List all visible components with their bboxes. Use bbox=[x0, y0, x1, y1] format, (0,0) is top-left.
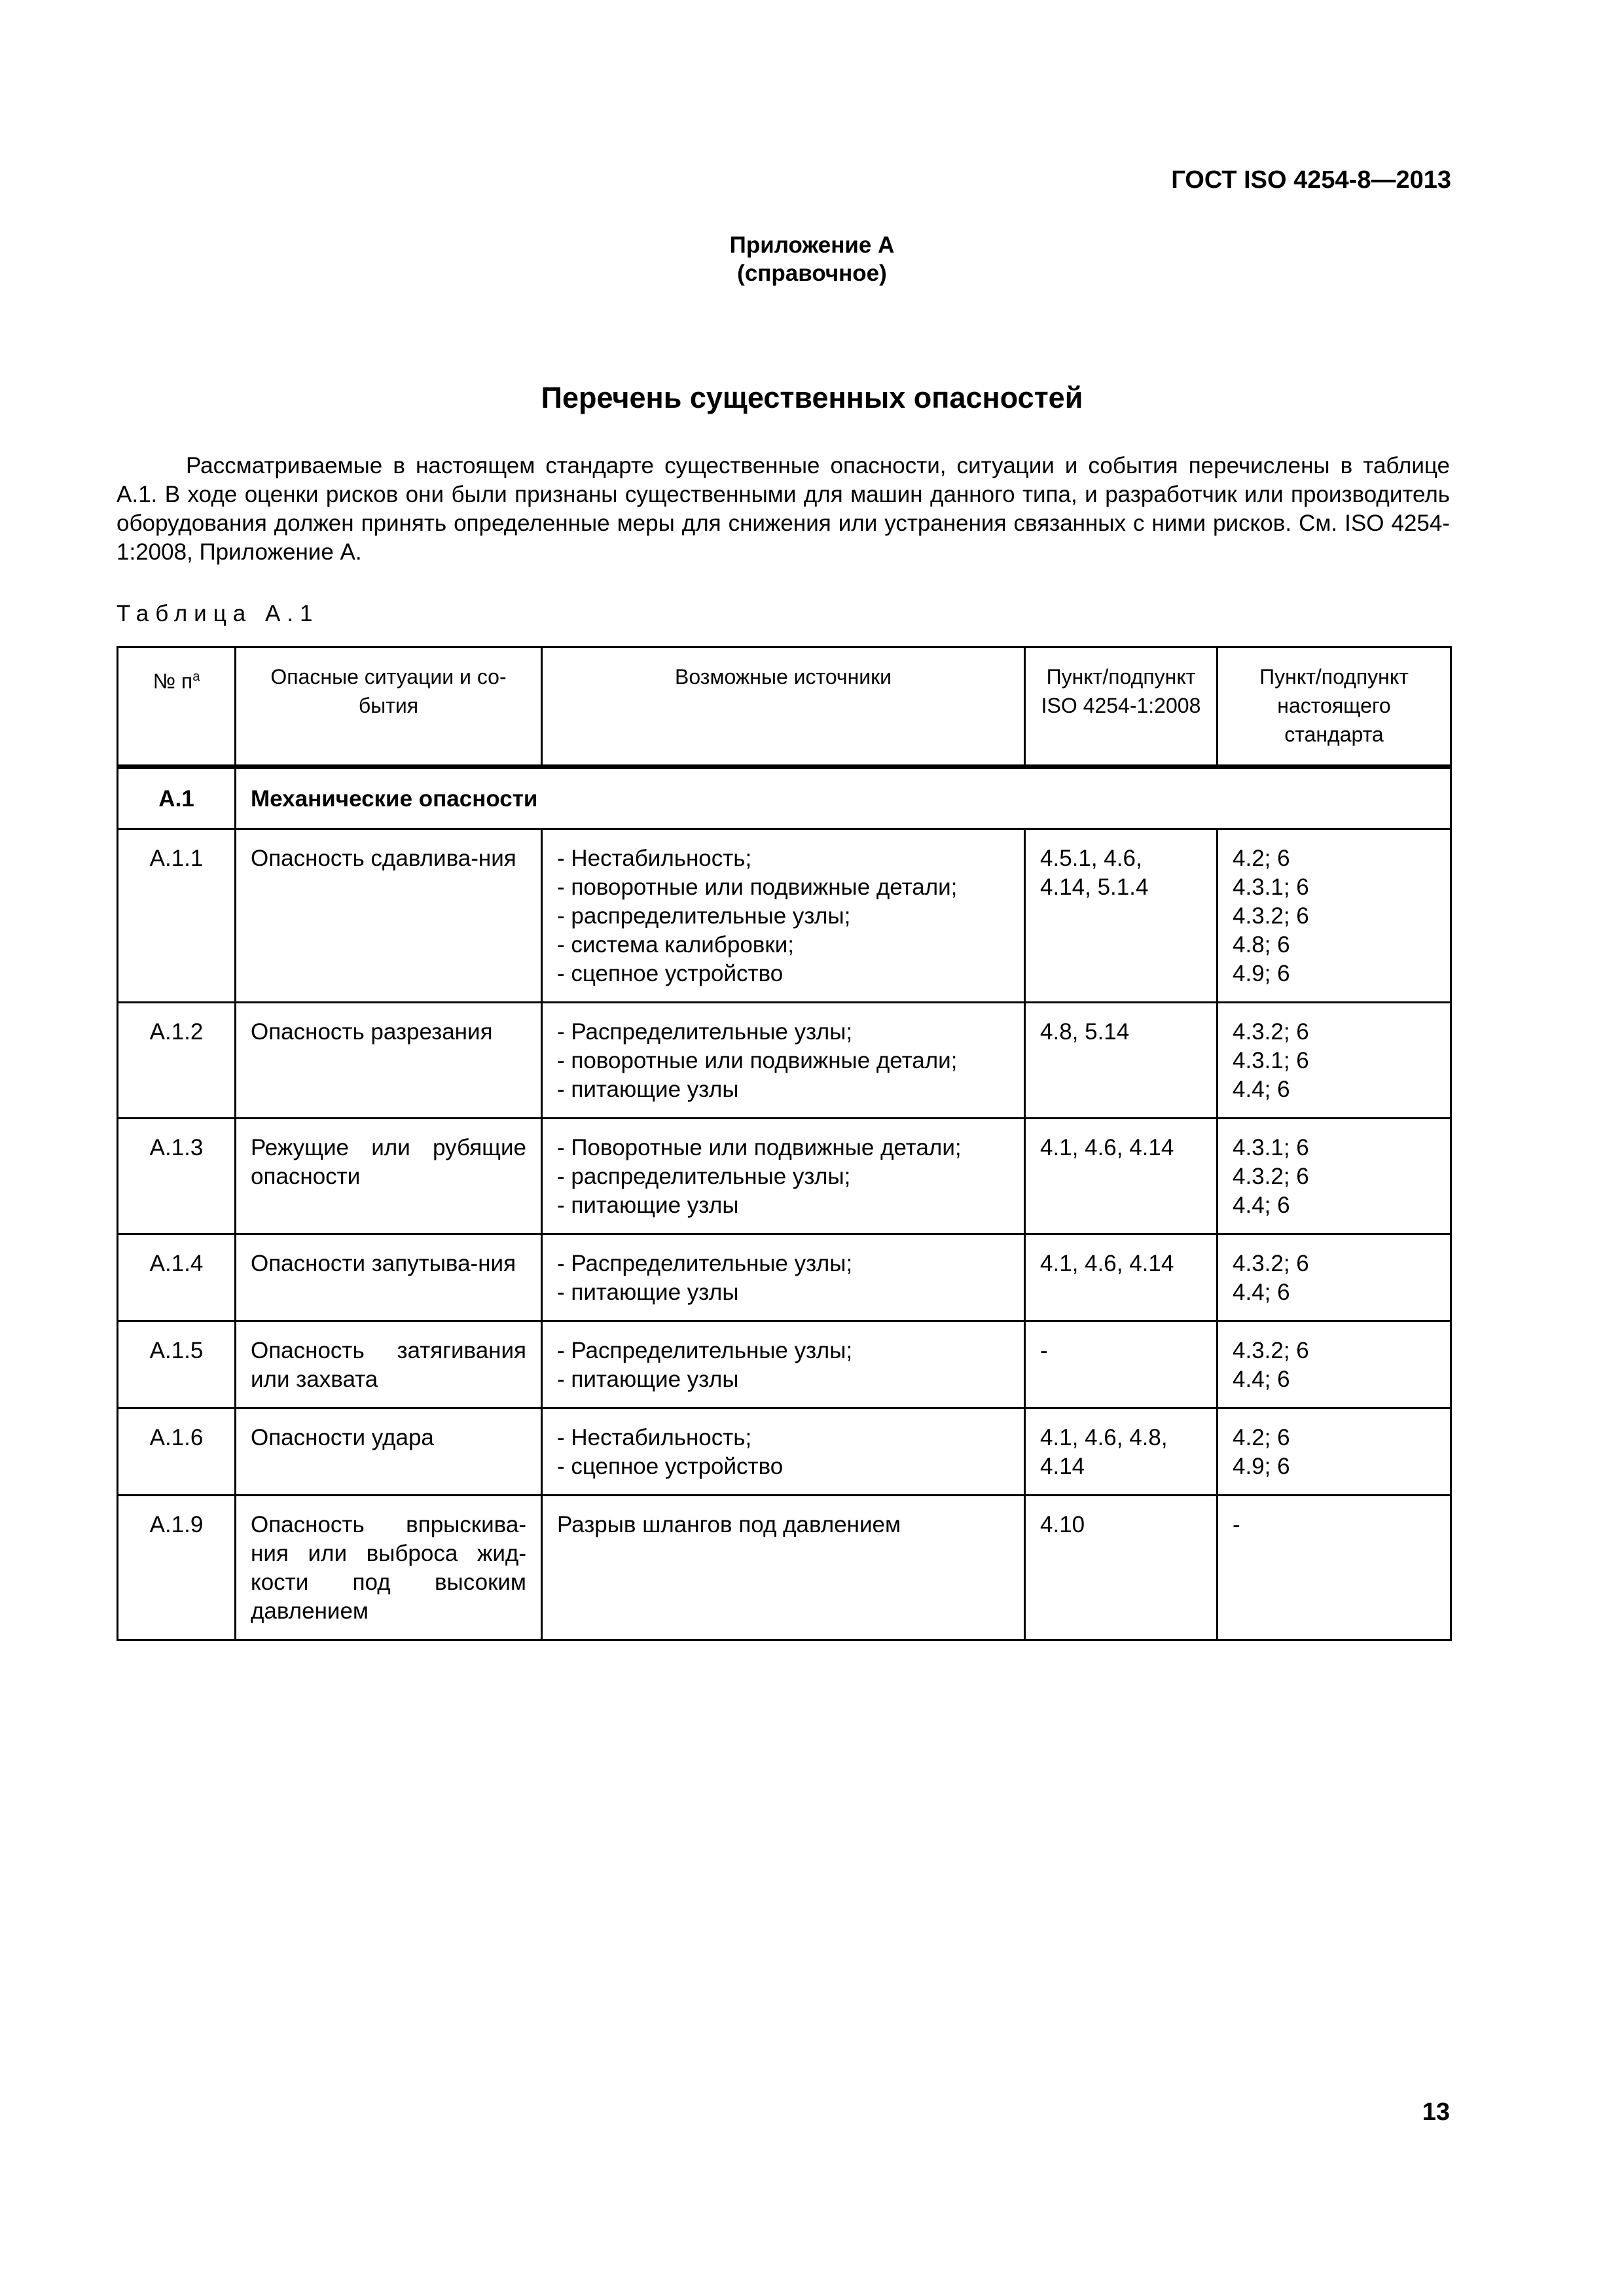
row-iso-clause-line: 4.5.1, 4.6, bbox=[1040, 846, 1142, 871]
row-iso-clause bbox=[1025, 1321, 1218, 1408]
row-this-clause-line: 4.2; 6 bbox=[1233, 1425, 1290, 1450]
section-title: Механические опасности bbox=[236, 767, 1451, 829]
row-iso-clause bbox=[1025, 1408, 1218, 1496]
row-sources-line: - система калибровки; bbox=[557, 932, 794, 958]
row-iso-clause-line: 4.1, 4.6, 4.8, bbox=[1040, 1425, 1168, 1450]
annex-type: (справочное) bbox=[737, 260, 887, 286]
header-sources: Возможные источники bbox=[542, 647, 1025, 767]
row-num: А.1.1 bbox=[118, 829, 236, 1003]
row-this-clause-line: 4.4; 6 bbox=[1233, 1280, 1290, 1305]
document-code: ГОСТ ISO 4254-8—2013 bbox=[1171, 166, 1451, 194]
row-this-clause bbox=[1218, 1321, 1451, 1408]
row-iso-clause bbox=[1025, 1119, 1218, 1234]
row-situation: Опасность впрыскива-ния или выброса жид-кости под высоким давлением bbox=[236, 1496, 542, 1640]
row-sources bbox=[542, 1408, 1025, 1496]
row-iso-clause bbox=[1025, 1234, 1218, 1321]
row-iso-clause-line: 4.14, 5.1.4 bbox=[1040, 874, 1149, 900]
section-num: А.1 bbox=[118, 767, 236, 829]
row-num: А.1.5 bbox=[118, 1321, 236, 1408]
row-sources bbox=[542, 1234, 1025, 1321]
row-sources-line: - поворотные или подвижные детали; bbox=[557, 1048, 958, 1073]
row-sources-line: - распределительные узлы; bbox=[557, 903, 851, 929]
row-sources bbox=[542, 829, 1025, 1003]
row-this-clause-line: 4.3.2; 6 bbox=[1233, 1164, 1309, 1189]
row-sources bbox=[542, 1119, 1025, 1234]
row-iso-clause bbox=[1025, 829, 1218, 1003]
row-situation: Опасность затягивания или захвата bbox=[236, 1321, 542, 1408]
row-iso-clause bbox=[1025, 1496, 1218, 1640]
row-this-clause bbox=[1218, 829, 1451, 1003]
header-iso-clause: Пункт/подпункт ISO 4254-1:2008 bbox=[1025, 647, 1218, 767]
table-row bbox=[118, 1119, 1451, 1234]
table-header-row bbox=[118, 647, 1451, 767]
row-sources-line: - Поворотные или подвижные детали; bbox=[557, 1135, 962, 1160]
row-num: А.1.6 bbox=[118, 1408, 236, 1496]
row-this-clause-line: 4.4; 6 bbox=[1233, 1077, 1290, 1102]
row-this-clause-line: - bbox=[1233, 1512, 1240, 1537]
row-this-clause bbox=[1218, 1003, 1451, 1119]
page-number: 13 bbox=[1422, 2098, 1450, 2126]
row-this-clause-line: 4.2; 6 bbox=[1233, 846, 1290, 871]
row-this-clause bbox=[1218, 1408, 1451, 1496]
table-row bbox=[118, 1234, 1451, 1321]
row-situation: Опасности удара bbox=[236, 1408, 542, 1496]
row-num: А.1.9 bbox=[118, 1496, 236, 1640]
table-row bbox=[118, 1496, 1451, 1640]
row-sources-line: - Нестабильность; bbox=[557, 1425, 752, 1450]
row-this-clause bbox=[1218, 1234, 1451, 1321]
row-iso-clause-line: 4.14 bbox=[1040, 1454, 1085, 1479]
row-this-clause-line: 4.3.2; 6 bbox=[1233, 1019, 1309, 1045]
row-sources bbox=[542, 1003, 1025, 1119]
intro-paragraph: Рассматриваемые в настоящем стандарте существенные опасности, ситуации и события перечислены в таблице А.1. В ходе оценки рисков они были признаны существенными для машин данного типа, и разработчик или производитель оборудования должен принять определенные меры для снижения или устранения связанных с ними рисков. См. ISO 4254-1:2008, Приложение А. bbox=[117, 453, 1450, 565]
row-sources-line: - Распределительные узлы; bbox=[557, 1338, 853, 1363]
row-this-clause-line: 4.9; 6 bbox=[1233, 961, 1290, 986]
row-iso-clause-line: - bbox=[1040, 1338, 1048, 1363]
row-sources-line: - сцепное устройство bbox=[557, 1454, 784, 1479]
row-sources-line: - распределительные узлы; bbox=[557, 1164, 851, 1189]
row-sources bbox=[542, 1496, 1025, 1640]
row-this-clause-line: 4.3.2; 6 bbox=[1233, 1338, 1309, 1363]
row-this-clause bbox=[1218, 1119, 1451, 1234]
row-situation: Опасность сдавлива-ния bbox=[236, 829, 542, 1003]
row-sources-line: - Нестабильность; bbox=[557, 846, 752, 871]
row-sources-line: - сцепное устройство bbox=[557, 961, 784, 986]
row-sources-line: - поворотные или подвижные детали; bbox=[557, 874, 958, 900]
row-situation: Опасности запутыва-ния bbox=[236, 1234, 542, 1321]
row-sources-line: - Распределительные узлы; bbox=[557, 1019, 853, 1045]
row-sources-line: Разрыв шлангов под давлением bbox=[557, 1512, 901, 1537]
row-situation: Режущие или рубящие опасности bbox=[236, 1119, 542, 1234]
row-iso-clause-line: 4.10 bbox=[1040, 1512, 1085, 1537]
table-caption: Таблица А.1 bbox=[117, 601, 319, 626]
row-this-clause-line: 4.3.2; 6 bbox=[1233, 903, 1309, 929]
annex-label: Приложение А bbox=[729, 232, 895, 258]
table-row bbox=[118, 1321, 1451, 1408]
table-row bbox=[118, 829, 1451, 1003]
annex-heading bbox=[0, 231, 1624, 287]
row-iso-clause-line: 4.1, 4.6, 4.14 bbox=[1040, 1135, 1174, 1160]
row-num: А.1.4 bbox=[118, 1234, 236, 1321]
row-this-clause-line: 4.3.1; 6 bbox=[1233, 1048, 1309, 1073]
row-sources-line: - питающие узлы bbox=[557, 1193, 739, 1218]
row-sources-line: - питающие узлы bbox=[557, 1280, 739, 1305]
row-this-clause-line: 4.8; 6 bbox=[1233, 932, 1290, 958]
table-row bbox=[118, 1003, 1451, 1119]
table-row bbox=[118, 1408, 1451, 1496]
row-this-clause-line: 4.3.1; 6 bbox=[1233, 1135, 1309, 1160]
row-num: А.1.3 bbox=[118, 1119, 236, 1234]
row-this-clause-line: 4.4; 6 bbox=[1233, 1367, 1290, 1392]
row-sources-line: - питающие узлы bbox=[557, 1367, 739, 1392]
row-this-clause-line: 4.9; 6 bbox=[1233, 1454, 1290, 1479]
hazards-table bbox=[117, 646, 1452, 1641]
row-iso-clause-line: 4.1, 4.6, 4.14 bbox=[1040, 1251, 1174, 1276]
header-this-clause: Пункт/подпункт настоящего стандарта bbox=[1218, 647, 1451, 767]
row-sources-line: - питающие узлы bbox=[557, 1077, 739, 1102]
header-num: № $п^а$ bbox=[118, 647, 236, 767]
header-situation: Опасные ситуации и со-бытия bbox=[236, 647, 542, 767]
row-this-clause-line: 4.3.1; 6 bbox=[1233, 874, 1309, 900]
row-sources-line: - Распределительные узлы; bbox=[557, 1251, 853, 1276]
page-title: Перечень существенных опасностей bbox=[541, 381, 1083, 414]
row-sources bbox=[542, 1321, 1025, 1408]
row-this-clause bbox=[1218, 1496, 1451, 1640]
row-this-clause-line: 4.3.2; 6 bbox=[1233, 1251, 1309, 1276]
row-this-clause-line: 4.4; 6 bbox=[1233, 1193, 1290, 1218]
section-row bbox=[118, 767, 1451, 829]
row-iso-clause bbox=[1025, 1003, 1218, 1119]
row-situation: Опасность разрезания bbox=[236, 1003, 542, 1119]
row-num: А.1.2 bbox=[118, 1003, 236, 1119]
row-iso-clause-line: 4.8, 5.14 bbox=[1040, 1019, 1130, 1045]
